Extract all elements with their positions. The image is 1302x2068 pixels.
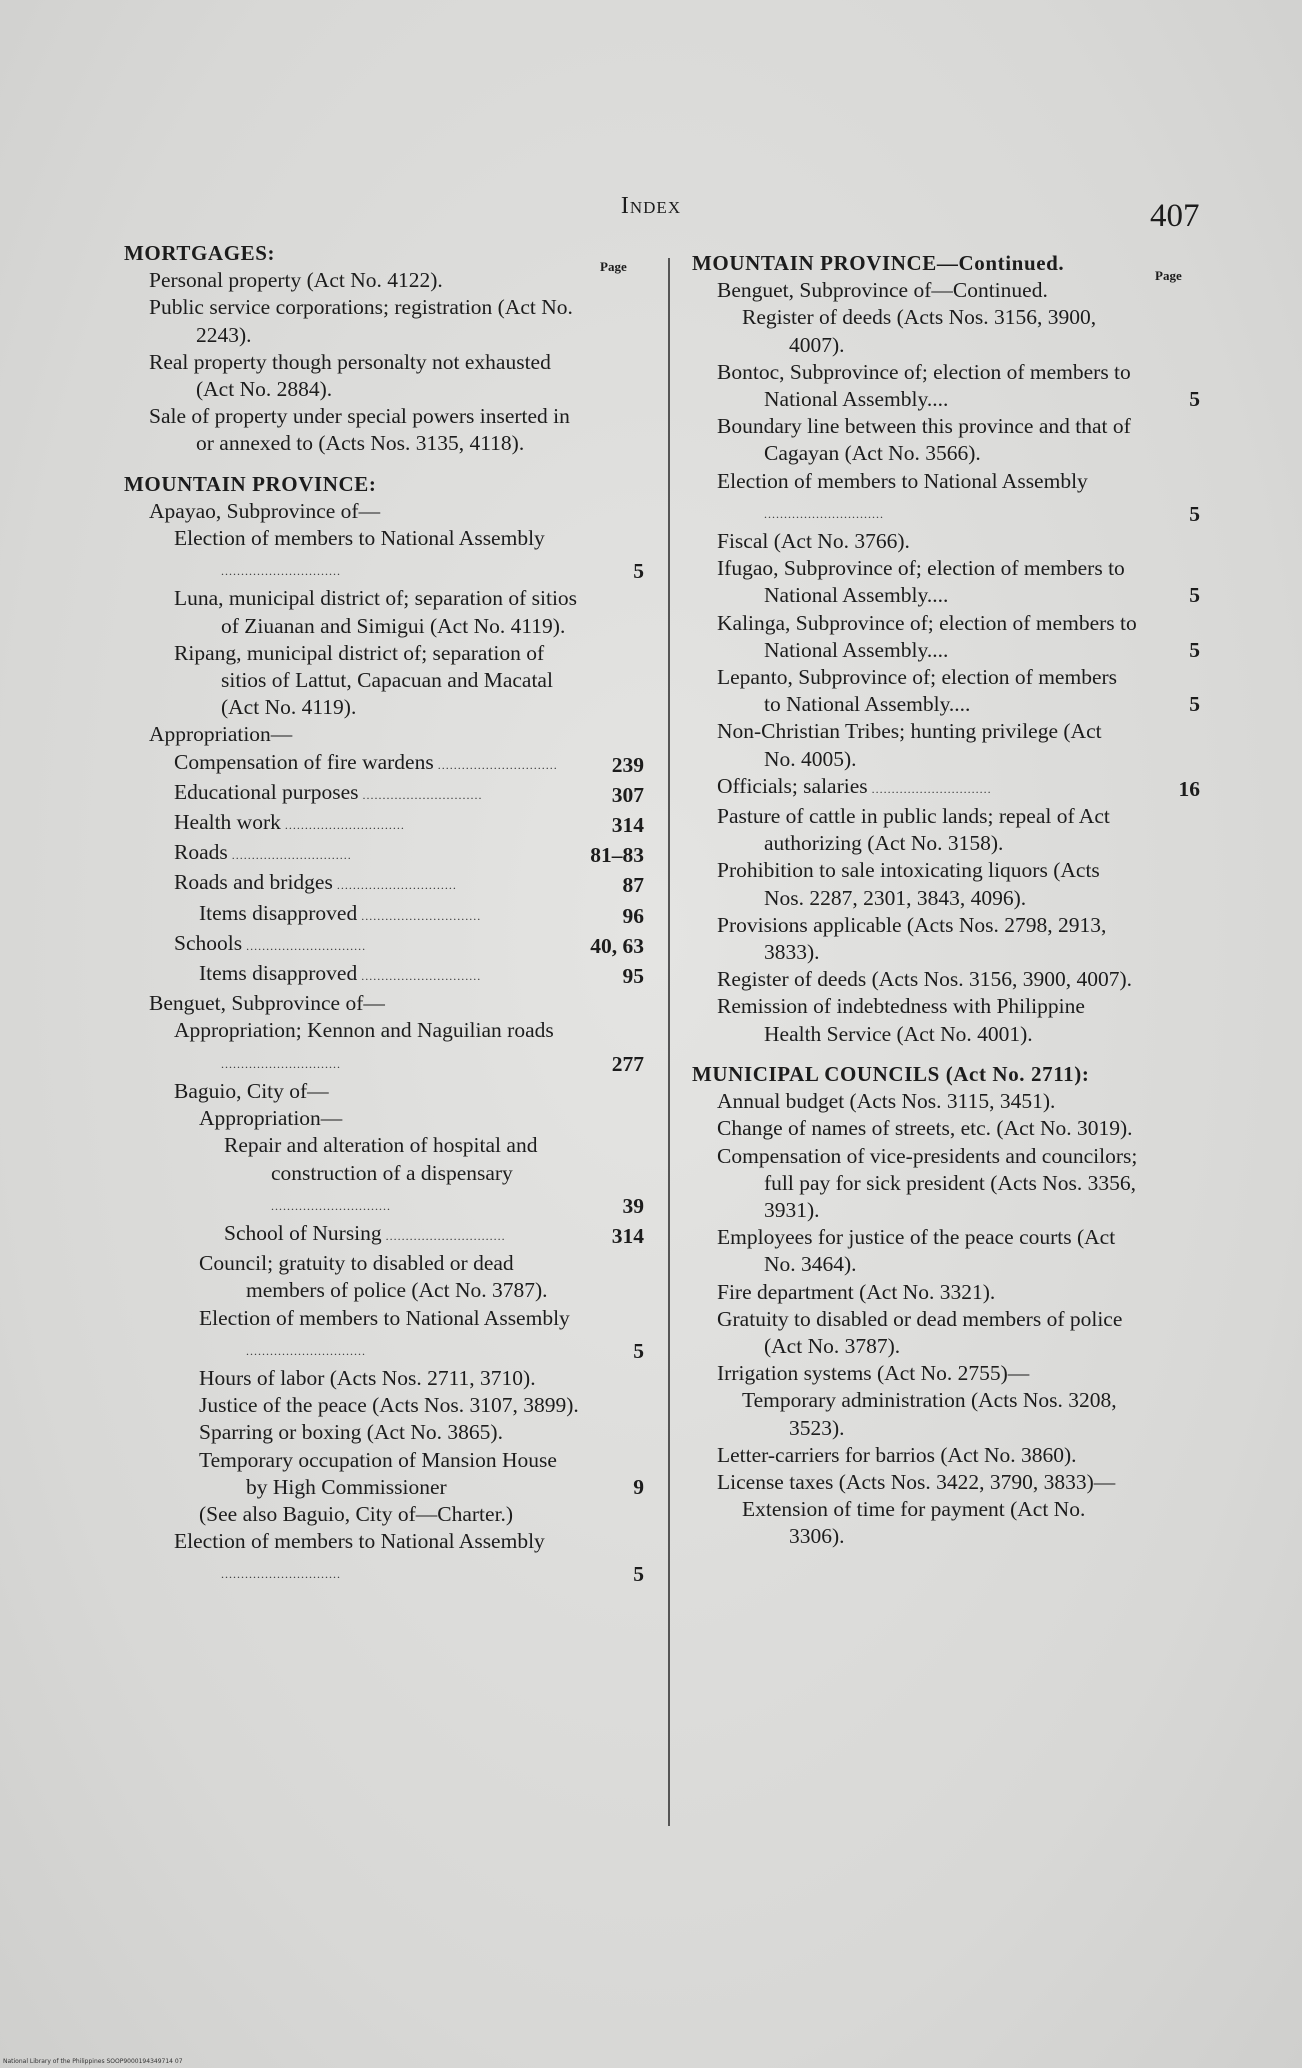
leader-dots: .............................. [280,818,405,833]
entry-text: Real property though personalty not exhausted (Act No. 2884). [149,349,551,402]
index-heading [692,250,1200,277]
entry-page: 95 [622,964,644,989]
entry-text: Remission of indebtedness with Philippine Health Service (Act No. 4001). [717,994,1085,1046]
entry-text: Repair and alteration of hospital and construction of a dispensary [224,1133,538,1185]
entry-page: 16 [1178,776,1200,801]
index-entry [692,857,1200,911]
entry-text: Pasture of cattle in public lands; repeal of Act authorizing (Act No. 3158). [717,804,1110,856]
leader-dots: .............................. [221,564,341,579]
index-heading [124,240,644,267]
entry-page: 314 [611,1223,644,1248]
entry-text: Change of names of streets, etc. (Act No. 3019). [717,1116,1133,1141]
leader-dots: .............................. [227,848,352,863]
leader-dots: .............................. [357,908,482,923]
index-entry [692,528,1200,555]
index-entry [692,1387,1200,1441]
entry-page: 9 [633,1474,644,1499]
leader-dots: .............................. [242,938,367,953]
entry-page: 239 [611,752,644,777]
entry-page: 81–83 [590,843,644,868]
entry-text: Appropriation— [149,722,293,747]
index-entry [124,1132,644,1220]
section-gap [692,1048,1200,1061]
index-entry [124,960,644,990]
entry-text: Justice of the peace (Acts Nos. 3107, 3899). [199,1393,579,1418]
entry-page: 277 [611,1051,644,1076]
entry-text: Bontoc, Subprovince of; election of members to National Assembly.... [717,359,1131,412]
index-entry [692,1360,1200,1387]
index-entry [692,993,1200,1047]
leader-dots: .............................. [764,506,884,521]
entry-text: Election of members to National Assembly [199,1305,570,1330]
entry-text: Election of members to National Assembly [174,526,545,551]
index-entry [124,930,644,960]
entry-text: Kalinga, Subprovince of; election of members to National Assembly.... [717,610,1137,662]
index-entry [124,585,644,639]
entry-text: Employees for justice of the peace courts (Act No. 3464). [717,1225,1116,1277]
leader-dots: .............................. [867,781,992,796]
index-entry [124,869,644,899]
entry-page: 307 [611,782,644,807]
entry-text: Appropriation— [199,1106,343,1131]
index-entry [692,912,1200,966]
entry-text: Public service corporations; registration (Act No. 2243). [149,295,573,347]
index-entry [124,1250,644,1304]
index-entry [124,1365,644,1392]
index-entry [692,1279,1200,1306]
entry-text: Items disapproved [199,961,358,986]
entry-text: Appropriation; Kennon and Naguilian roads [174,1018,554,1043]
page-title: Index [620,193,682,219]
leader-dots: .............................. [246,1343,366,1358]
entry-text: Compensation of vice-presidents and councilors; full pay for sick president (Acts Nos. 3356, 3931). [717,1143,1138,1222]
entry-text: Luna, municipal district of; separation of sitios of Ziuanan and Simigui (Act No. 4119). [174,586,578,638]
index-entry [124,1017,644,1077]
entry-page: 5 [1189,501,1200,526]
entry-text: Temporary administration (Acts Nos. 3208, 3523). [742,1388,1117,1440]
entry-text: Ifugao, Subprovince of; election of members to National Assembly.... [717,556,1125,608]
index-entry [692,1143,1200,1225]
entry-text: Roads [174,840,228,865]
section-gap [124,458,644,471]
entry-text: Election of members to National Assembly [717,468,1088,493]
entry-text: Irrigation systems (Act No. 2755)— [717,1361,1030,1386]
index-entry [124,498,644,525]
entry-text: Register of deeds (Acts Nos. 3156, 3900, 4007). [717,967,1133,992]
index-entry [124,721,644,748]
index-entry [124,267,644,294]
entry-text: Roads and bridges [174,870,333,895]
entry-text: Compensation of fire wardens [174,749,434,774]
index-entry [124,1419,644,1446]
entry-page: 87 [622,873,644,898]
leader-dots: .............................. [381,1228,506,1243]
index-entry [124,640,644,722]
entry-text: Provisions applicable (Acts Nos. 2798, 2913, 3833). [717,912,1107,965]
index-entry [124,403,644,457]
index-entry [692,1496,1200,1550]
index-entry [692,304,1200,358]
entry-text: Extension of time for payment (Act No. 3306). [742,1497,1086,1549]
entry-text: Boundary line between this province and that of Cagayan (Act No. 3566). [717,414,1131,466]
entry-text: Items disapproved [199,900,358,925]
entry-page: 5 [633,559,644,584]
entry-page: 5 [1189,692,1200,717]
leader-dots: .............................. [358,787,483,802]
index-entry [692,1306,1200,1360]
index-entry [692,803,1200,857]
index-entry [692,1115,1200,1142]
left-index-column [124,240,644,1589]
entry-text: Non-Christian Tribes; hunting privilege (Act No. 4005). [717,719,1102,771]
entry-text: Apayao, Subprovince of— [149,498,381,523]
index-entry [124,900,644,930]
index-entry [124,349,644,403]
index-entry [124,1105,644,1132]
entry-text: Annual budget (Acts Nos. 3115, 3451). [717,1089,1056,1114]
entry-text: Officials; salaries [717,773,868,798]
entry-text: Ripang, municipal district of; separation of sitios of Lattut, Capacuan and Macatal (Act No. 4119). [174,640,553,720]
entry-text: Temporary occupation of Mansion House by High Commissioner [199,1447,557,1499]
left-page-column-label: Page [600,259,627,274]
index-entry [692,1442,1200,1469]
index-entry [692,1224,1200,1278]
leader-dots: .............................. [332,878,457,893]
index-entry [692,555,1200,609]
entry-text: School of Nursing [224,1220,382,1245]
entry-page: 39 [622,1193,644,1218]
page-number: 407 [1150,198,1200,234]
index-entry [124,1392,644,1419]
entry-text: Register of deeds (Acts Nos. 3156, 3900, 4007). [742,305,1097,357]
index-entry [692,773,1200,803]
entry-text: Election of members to National Assembly [174,1529,545,1554]
index-entry [692,664,1200,718]
index-entry [124,1305,644,1365]
entry-page: 40, 63 [590,933,644,958]
index-entry [692,610,1200,664]
entry-text: Fiscal (Act No. 3766). [717,529,910,554]
index-entry [692,359,1200,413]
entry-page: 5 [1189,637,1200,662]
entry-page: 5 [633,1562,644,1587]
entry-page: 5 [1189,583,1200,608]
column-divider [668,258,670,1826]
index-entry [692,277,1200,304]
index-entry [692,718,1200,772]
footer-note: National Library of the Philippines SOOP9000194349714 07 [3,2058,183,2065]
entry-text: (See also Baguio, City of—Charter.) [199,1501,514,1526]
index-entry [692,413,1200,467]
index-entry [124,1528,644,1588]
index-entry [124,1220,644,1250]
entry-text: License taxes (Acts Nos. 3422, 3790, 3833)— [717,1469,1116,1494]
entry-text: Schools [174,930,243,955]
entry-text: Gratuity to disabled or dead members of police (Act No. 3787). [717,1306,1123,1358]
entry-text: Sale of property under special powers inserted in or annexed to (Acts Nos. 3135, 4118). [149,404,570,456]
entry-text: Prohibition to sale intoxicating liquors (Acts Nos. 2287, 2301, 3843, 4096). [717,858,1100,910]
index-entry [124,1501,644,1528]
leader-dots: .............................. [433,757,558,772]
entry-text: Baguio, City of— [174,1078,329,1103]
entry-text: MORTGAGES: [124,241,276,265]
leader-dots: .............................. [357,969,482,984]
index-entry [124,294,644,348]
leader-dots: .............................. [221,1056,341,1071]
index-heading [124,471,644,498]
index-entry [692,1469,1200,1496]
index-entry [124,749,644,779]
leader-dots: .............................. [271,1198,391,1213]
entry-text: Council; gratuity to disabled or dead members of police (Act No. 3787). [199,1251,548,1303]
entry-text: MUNICIPAL COUNCILS (Act No. 2711): [692,1061,1090,1086]
right-page-column-label: Page [1155,268,1182,283]
index-entry [124,839,644,869]
index-entry [692,468,1200,528]
entry-page: 314 [611,813,644,838]
index-heading [692,1061,1200,1088]
entry-page: 5 [633,1338,644,1363]
index-entry [124,809,644,839]
entry-text: Health work [174,810,281,835]
entry-text: Benguet, Subprovince of— [149,991,385,1016]
entry-text: Personal property (Act No. 4122). [149,268,443,293]
entry-page: 96 [622,903,644,928]
index-entry [124,779,644,809]
index-entry [124,990,644,1017]
entry-page: 5 [1189,387,1200,412]
index-entry [124,525,644,585]
entry-text: Lepanto, Subprovince of; election of members to National Assembly.... [717,665,1118,717]
entry-text: Letter-carriers for barrios (Act No. 3860). [717,1442,1077,1467]
index-entry [692,966,1200,993]
entry-text: Educational purposes [174,779,359,804]
entry-text: Hours of labor (Acts Nos. 2711, 3710). [199,1365,536,1390]
entry-text: Sparring or boxing (Act No. 3865). [199,1420,503,1445]
leader-dots: .............................. [221,1567,341,1582]
entry-text: MOUNTAIN PROVINCE—Continued. [692,251,1065,275]
entry-text: Fire department (Act No. 3321). [717,1279,996,1304]
entry-text: Benguet, Subprovince of—Continued. [717,278,1048,303]
index-entry [124,1078,644,1105]
entry-text: MOUNTAIN PROVINCE: [124,471,377,496]
index-entry [692,1088,1200,1115]
index-entry [124,1447,644,1501]
right-index-column [692,250,1200,1551]
